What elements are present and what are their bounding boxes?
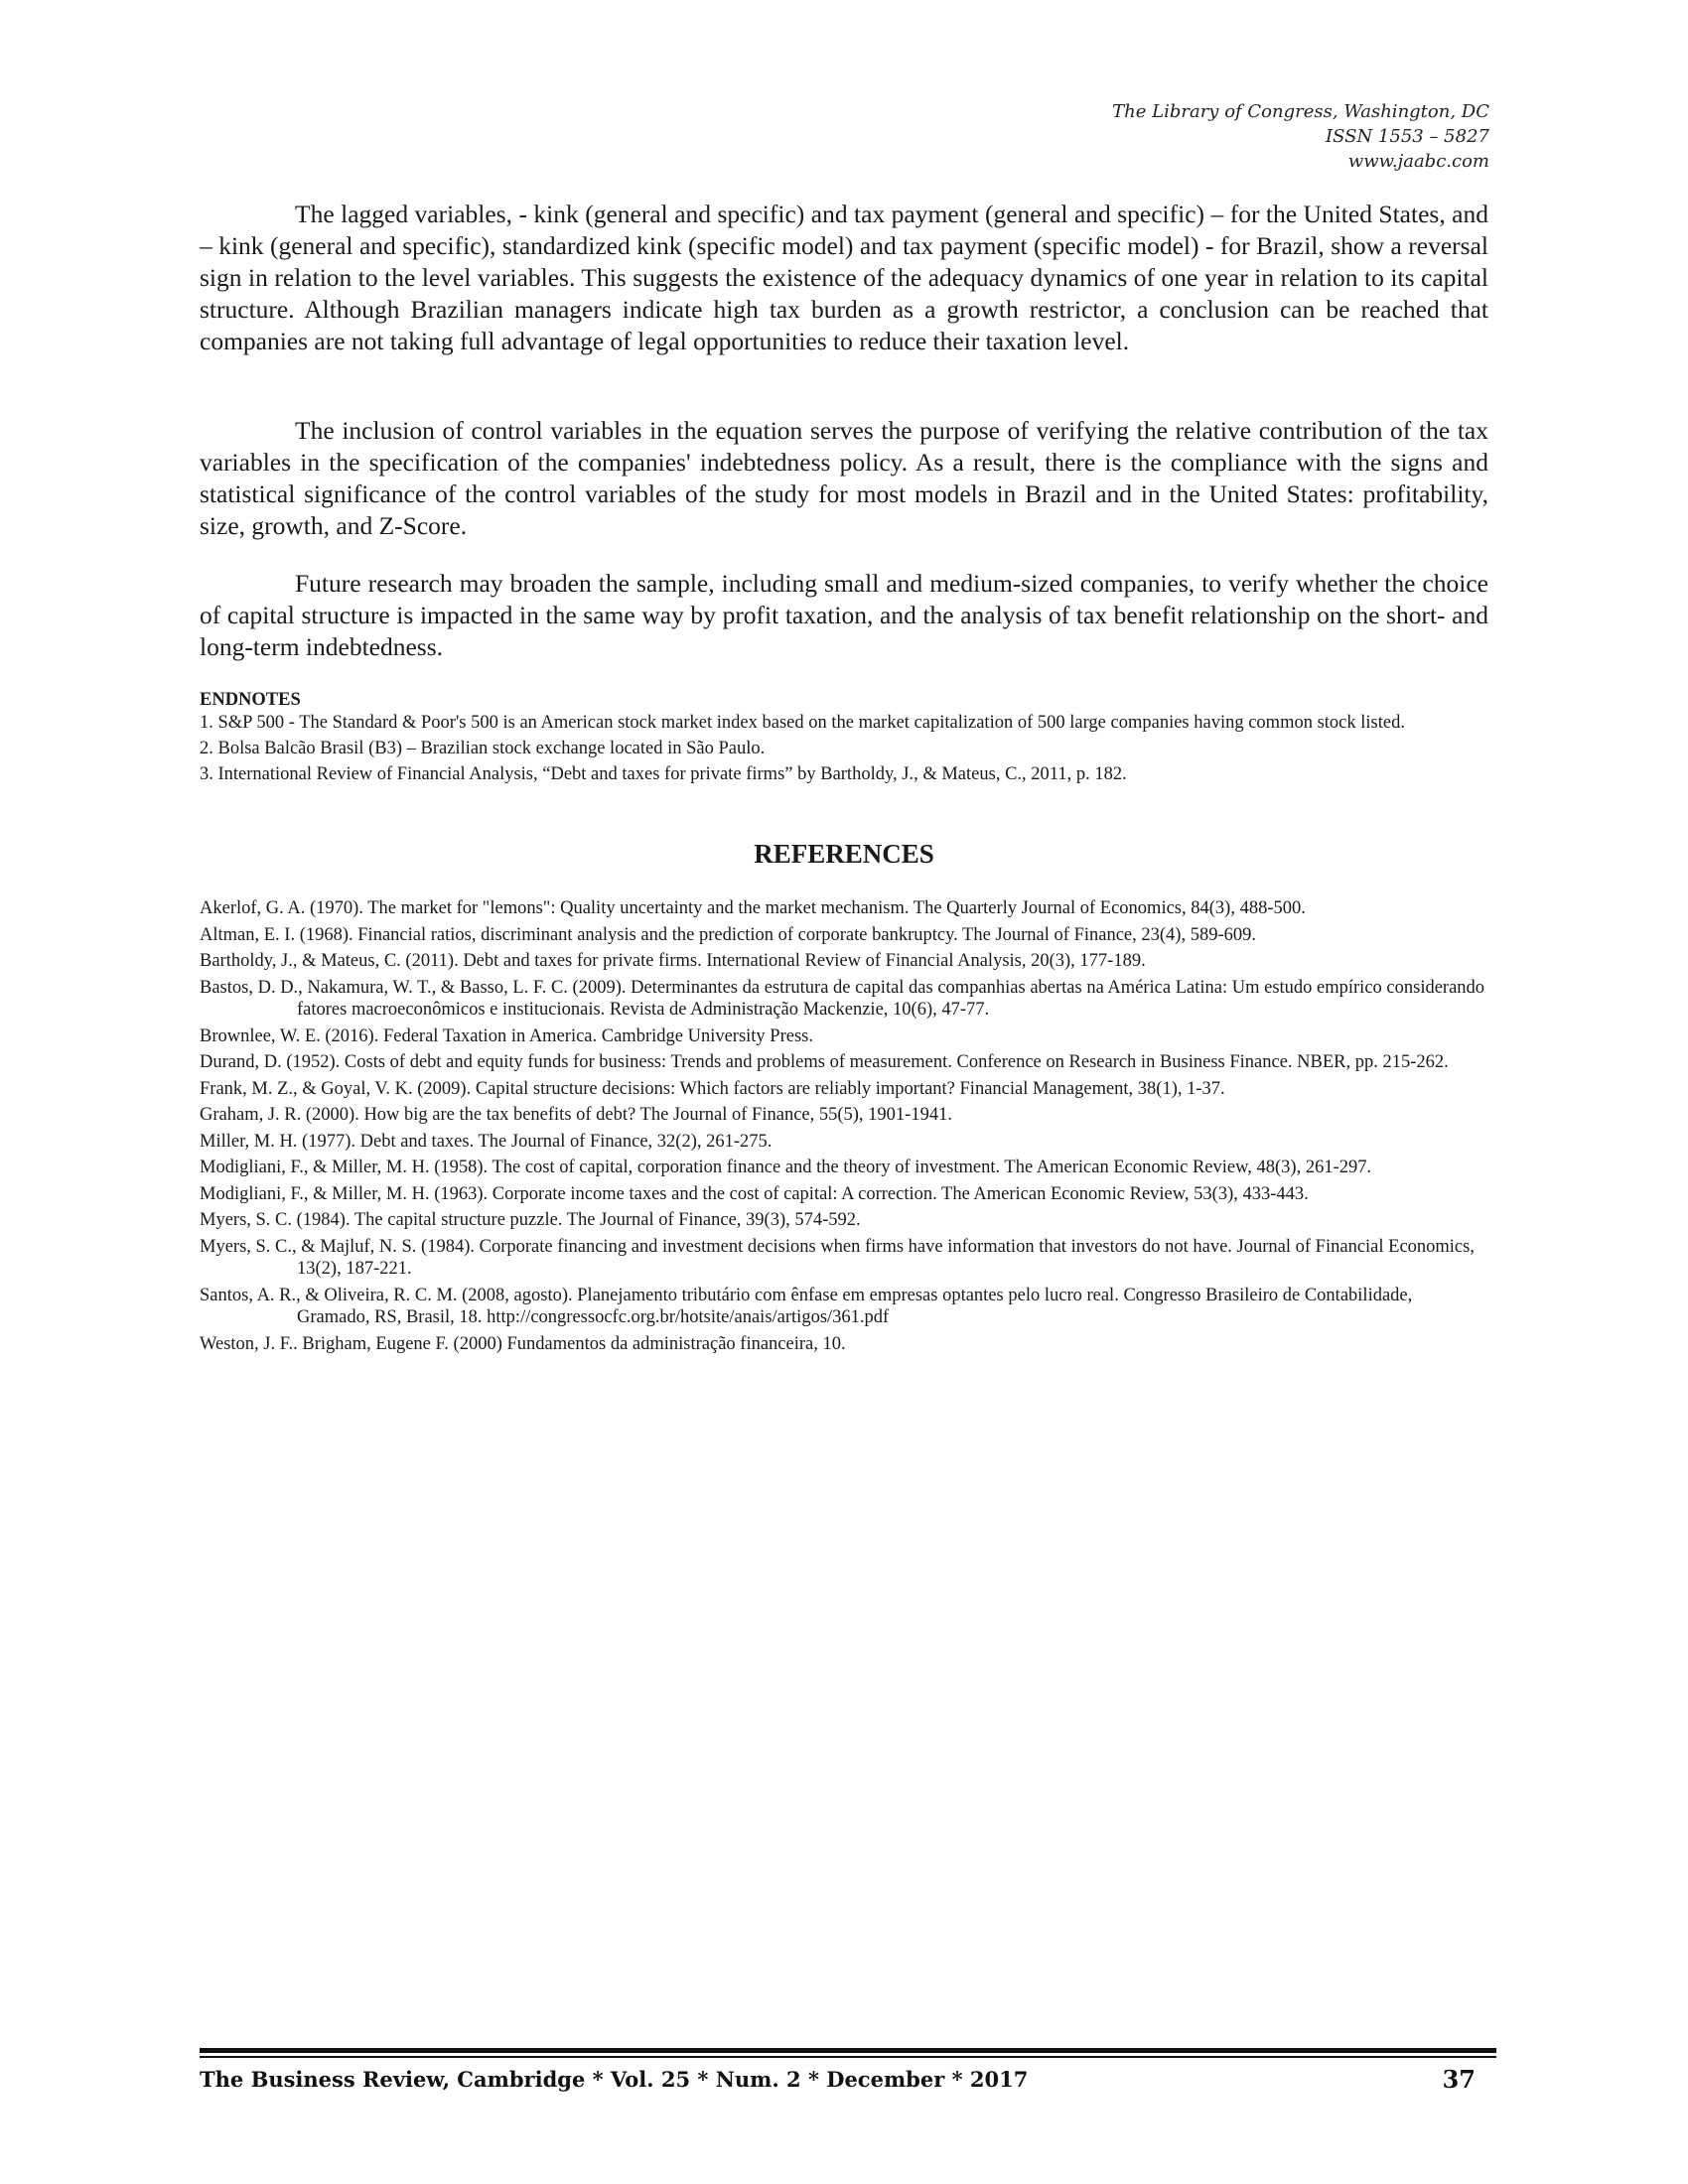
reference-item: Brownlee, W. E. (2016). Federal Taxation in America. Cambridge University Press. [200,1025,813,1046]
reference-item: Bartholdy, J., & Mateus, C. (2011). Debt and taxes for private firms. International Review of Financial Analysis, 20(3), 177-189. [200,951,1146,971]
reference-item: Akerlof, G. A. (1970). The market for "lemons": Quality uncertainty and the market mechanism. The Quarterly Journal of Economics, 84(3), 488-500. [200,898,1306,918]
running-header [1112,99,1489,174]
header-website: www.jaabc.com [1347,151,1489,172]
page-number: 37 [1442,2065,1476,2094]
reference-item: Modigliani, F., & Miller, M. H. (1963). Corporate income taxes and the cost of capital: A correction. The American Economic Review, 53(3), 433-443. [200,1183,1309,1204]
body-paragraph: Future research may broaden the sample, including small and medium-sized companies, to verify whether the choice of capital structure is impacted in the same way by profit taxation, and the analysis of tax benefit relationship on the short- and long-term indebtedness. [200,569,1488,661]
footer-journal-info: The Business Review, Cambridge * Vol. 25 * Num. 2 * December * 2017 [200,2067,1029,2092]
reference-item: Bastos, D. D., Nakamura, W. T., & Basso, L. F. C. (2009). Determinantes da estrutura de capital das companhias abertas na América Latina: Um estudo empírico considerando fatores macroeconômicos e institucionais. Revista de Administração Mackenzie, 10(6), 47-77. [200,977,1485,1020]
endnotes-section [200,689,1488,789]
footer-rule [200,2056,1496,2058]
reference-item: Frank, M. Z., & Goyal, V. K. (2009). Capital structure decisions: Which factors are reliably important? Financial Management, 38(1), 1-37. [200,1078,1225,1099]
footer-rule [200,2048,1496,2053]
reference-item: Myers, S. C. (1984). The capital structure puzzle. The Journal of Finance, 39(3), 574-592. [200,1210,861,1230]
header-issn: ISSN 1553 – 5827 [1326,126,1489,147]
endnotes-heading: ENDNOTES [200,690,301,710]
reference-item: Santos, A. R., & Oliveira, R. C. M. (2008, agosto). Planejamento tributário com ênfase em empresas optantes pelo lucro real. Congresso Brasileiro de Contabilidade, Gramado, RS, Brasil, 18. http://congressocfc.org.br/hotsite/anais/artigos/361.pdf [200,1285,1413,1327]
endnote-item: 1. S&P 500 - The Standard & Poor's 500 is an American stock market index based on the market capitalization of 500 large companies having common stock listed. [200,713,1405,733]
endnote-item: 3. International Review of Financial Analysis, “Debt and taxes for private firms” by Bartholdy, J., & Mateus, C., 2011, p. 182. [200,764,1127,784]
header-publisher: The Library of Congress, Washington, DC [1112,101,1489,122]
references-heading: REFERENCES [754,839,934,869]
reference-item: Altman, E. I. (1968). Financial ratios, discriminant analysis and the prediction of corporate bankruptcy. The Journal of Finance, 23(4), 589-609. [200,924,1256,945]
body-paragraph: The lagged variables, - kink (general and specific) and tax payment (general and specific) – for the United States, and – kink (general and specific), standardized kink (specific model) and tax payment (specific model) - for Brazil, show a reversal sign in relation to the level variables. This suggests the existence of the adequacy dynamics of one year in relation to its capital structure. Although Brazilian managers indicate high tax burden as a growth restrictor, a conclusion can be reached that companies are not taking full advantage of legal opportunities to reduce their taxation level. [200,200,1488,355]
references-list [200,897,1488,1359]
reference-item: Modigliani, F., & Miller, M. H. (1958). The cost of capital, corporation finance and the theory of investment. The American Economic Review, 48(3), 261-297. [200,1158,1372,1177]
body-paragraph: The inclusion of control variables in the equation serves the purpose of verifying the relative contribution of the tax variables in the specification of the companies' indebtedness policy. As a result, there is the compliance with the signs and statistical significance of the control variables of the study for most models in Brazil and in the United States: profitability, size, growth, and Z-Score. [200,416,1488,540]
reference-item: Miller, M. H. (1977). Debt and taxes. The Journal of Finance, 32(2), 261-275. [200,1131,773,1152]
reference-item: Graham, J. R. (2000). How big are the tax benefits of debt? The Journal of Finance, 55(5), 1901-1941. [200,1105,952,1125]
reference-item: Myers, S. C., & Majluf, N. S. (1984). Corporate financing and investment decisions when firms have information that investors do not have. Journal of Financial Economics, 13(2), 187-221. [200,1236,1475,1279]
reference-item: Durand, D. (1952). Costs of debt and equity funds for business: Trends and problems of measurement. Conference on Research in Business Finance. NBER, pp. 215-262. [200,1052,1449,1072]
endnote-item: 2. Bolsa Balcão Brasil (B3) – Brazilian stock exchange located in São Paulo. [200,739,766,758]
reference-item: Weston, J. F.. Brigham, Eugene F. (2000) Fundamentos da administração financeira, 10. [200,1333,846,1354]
